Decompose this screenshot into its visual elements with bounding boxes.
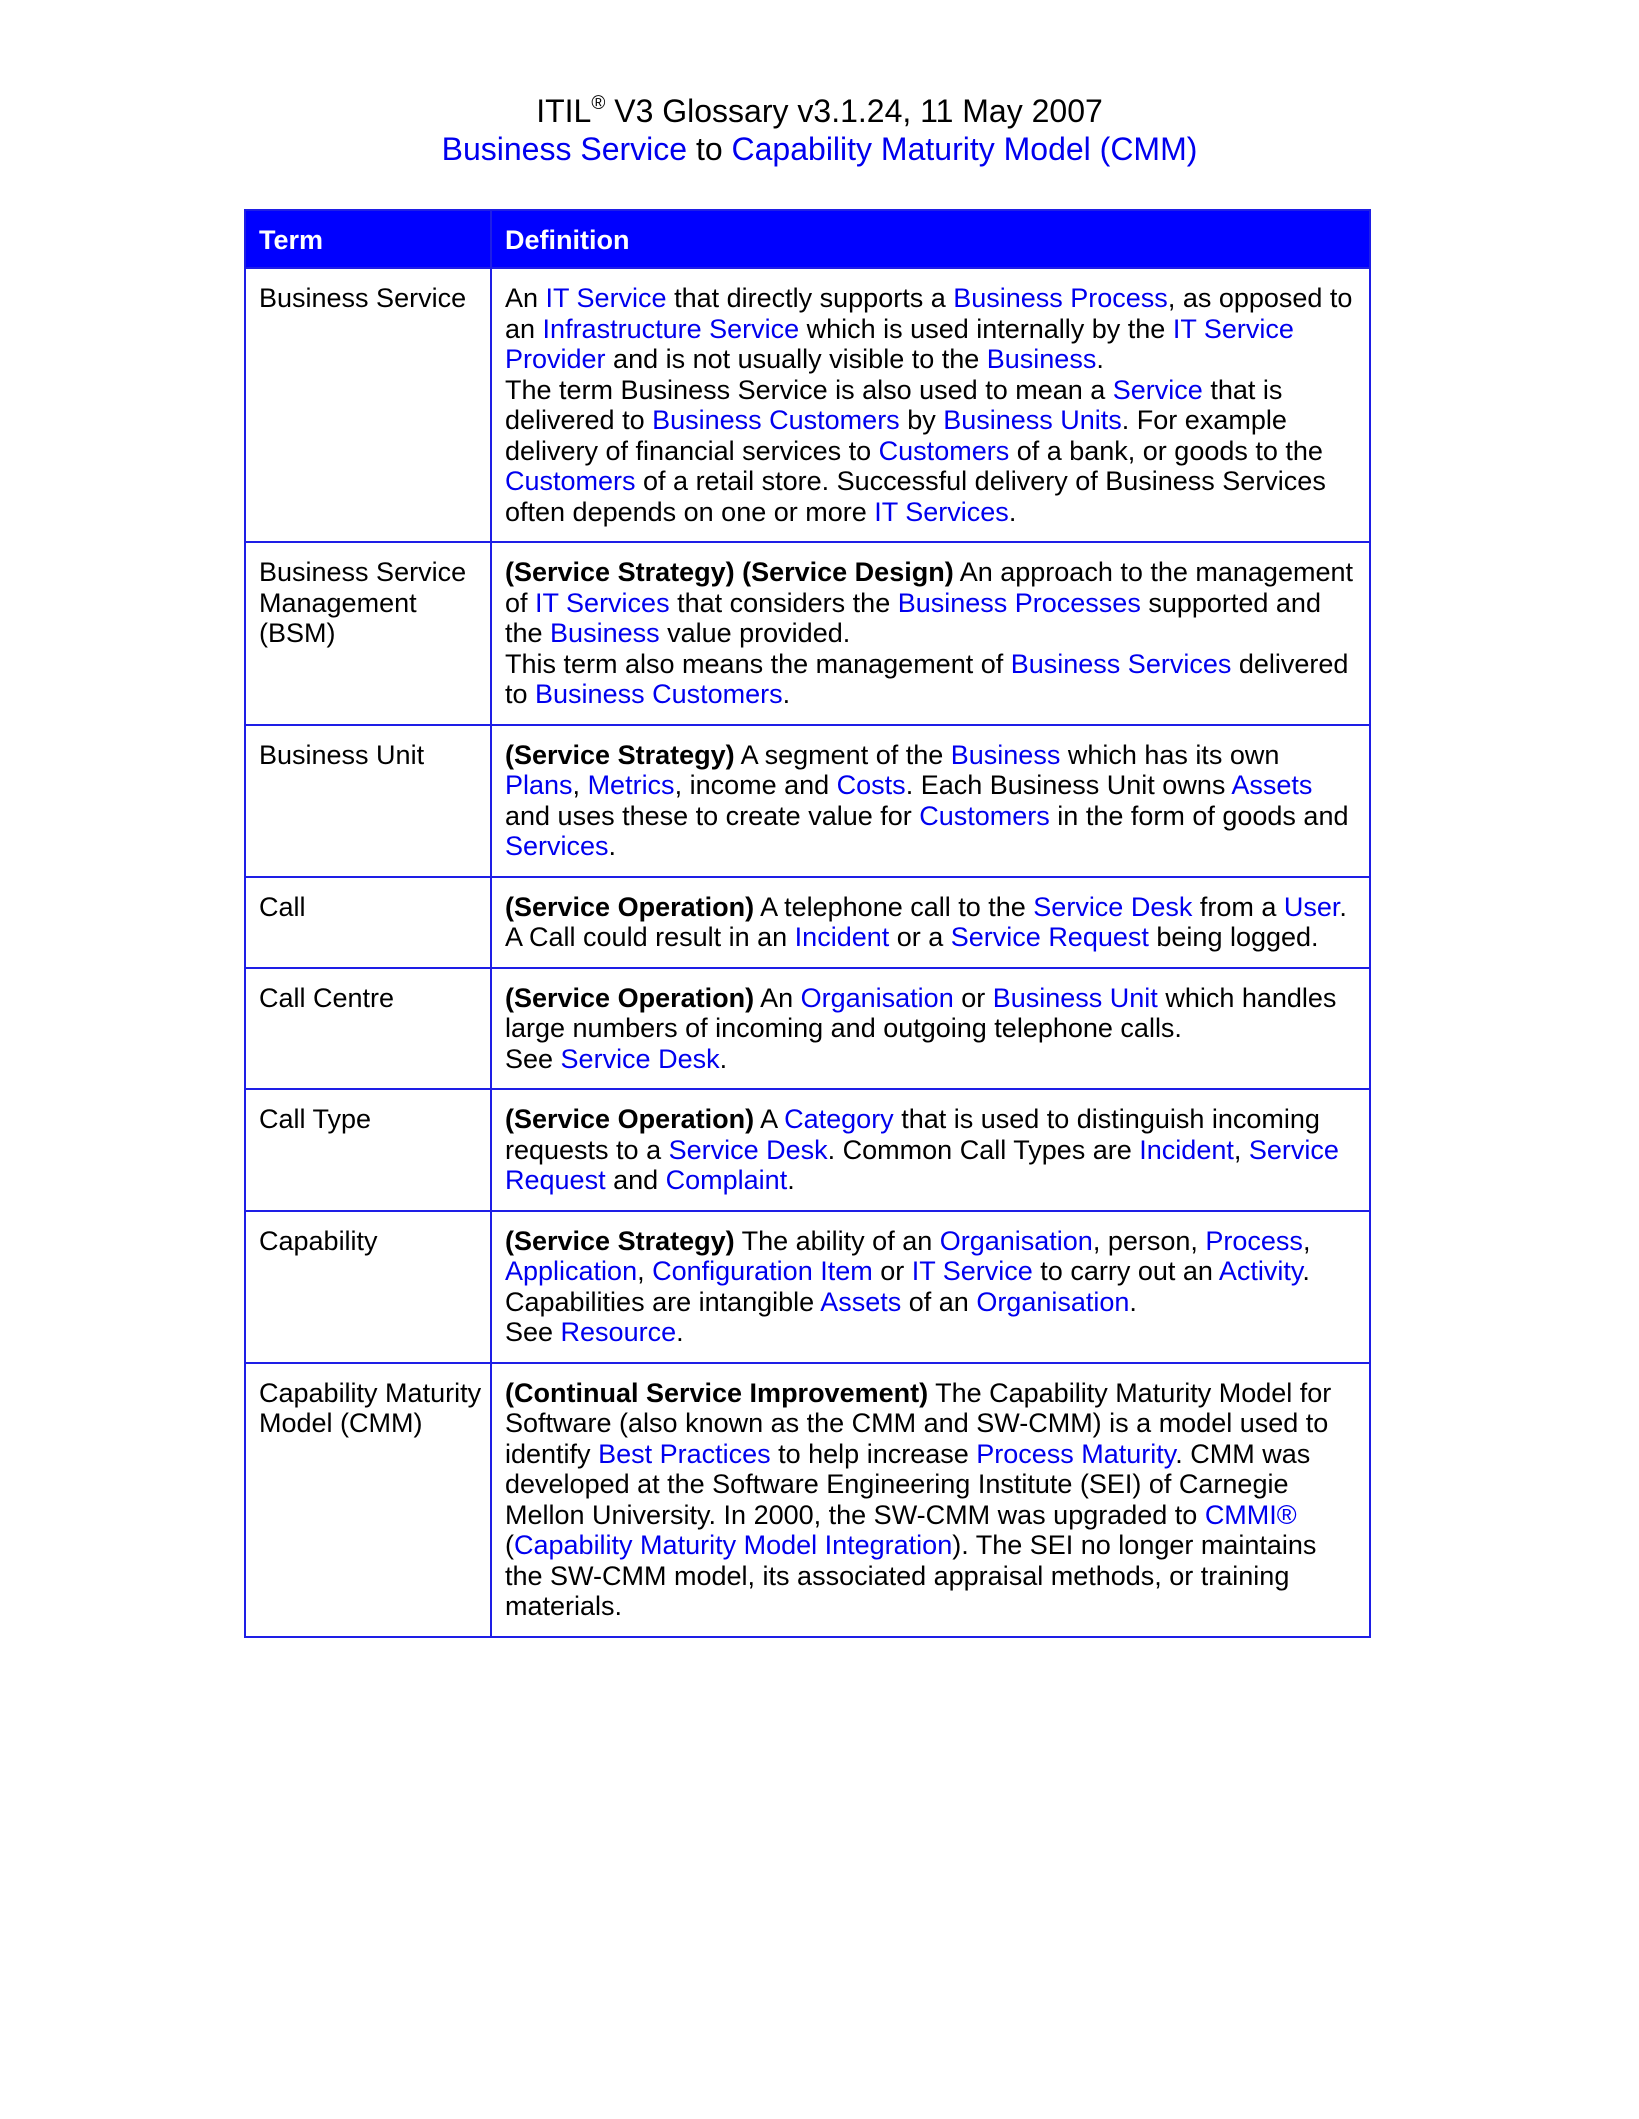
definition-text: . (1302, 1256, 1310, 1286)
glossary-link[interactable]: Configuration Item (652, 1256, 873, 1286)
definition-text: , income and (674, 770, 837, 800)
glossary-link[interactable]: CMMI® (1204, 1499, 1297, 1530)
definition-text: . Common Call Types are (827, 1134, 1140, 1165)
publication-tag: (Continual Service Improvement) (505, 1377, 929, 1408)
table-row (245, 542, 1370, 725)
definition-cell (491, 1363, 1370, 1637)
definition-text: . Each Business Unit owns (905, 770, 1232, 800)
definition-paragraph (505, 1378, 1357, 1622)
definition-text: See (505, 1043, 561, 1074)
table-row (245, 268, 1370, 542)
glossary-link[interactable]: IT Services (874, 496, 1009, 527)
term-cell: Call Type (245, 1089, 491, 1211)
definition-text: delivered to (505, 648, 1349, 709)
publication-tag: (Service Strategy) (Service Design) (505, 557, 954, 587)
definition-text: . (676, 1317, 684, 1347)
definition-paragraph (505, 922, 1357, 953)
definition-paragraph (505, 740, 1357, 862)
definition-paragraph (505, 1104, 1357, 1196)
glossary-link[interactable]: Customers (919, 800, 1050, 831)
glossary-link[interactable]: Business (550, 618, 660, 648)
definition-text: which handles large numbers of incoming and outgoing telephone calls. (505, 982, 1337, 1043)
glossary-link[interactable]: Metrics (587, 770, 675, 800)
glossary-link[interactable]: IT Service (911, 1256, 1033, 1286)
definition-text: , (572, 770, 588, 800)
glossary-table (244, 209, 1371, 1638)
definition-text: The Capability Maturity Model for Software (also known as the CMM and SW-CMM) is a model used to identify (505, 1377, 1332, 1469)
glossary-link[interactable]: Customers (505, 466, 636, 496)
definition-text: . (1008, 496, 1017, 527)
publication-tag: (Service Strategy) (505, 739, 735, 770)
definition-text: to carry out an (1032, 1256, 1219, 1286)
definition-cell (491, 725, 1370, 877)
definition-text: An (505, 283, 546, 313)
definition-text: by (899, 405, 944, 435)
glossary-link[interactable]: Process Maturity (976, 1438, 1176, 1469)
definition-text: , (637, 1256, 653, 1286)
definition-paragraph (505, 283, 1357, 375)
definition-text: . (782, 679, 791, 709)
definition-cell (491, 1211, 1370, 1363)
range-end-link[interactable]: Capability Maturity Model (CMM) (731, 131, 1198, 167)
definition-text: An (754, 982, 801, 1013)
glossary-link[interactable]: Business Unit (992, 982, 1158, 1013)
glossary-link[interactable]: IT Service (545, 283, 667, 313)
definition-paragraph (505, 1226, 1357, 1287)
definition-text: of a bank, or goods to the (1009, 435, 1323, 466)
range-joiner: to (687, 131, 732, 167)
glossary-link[interactable]: IT Service Provider (505, 313, 1294, 374)
definition-text: supported and the (505, 587, 1321, 648)
glossary-link[interactable]: Customers (878, 435, 1010, 466)
definition-text: which has its own (1060, 739, 1280, 770)
page-range (0, 130, 1639, 168)
definition-paragraph (505, 1317, 1357, 1348)
glossary-body (245, 268, 1370, 1637)
glossary-link[interactable]: Organisation (939, 1225, 1093, 1256)
definition-cell (491, 1089, 1370, 1211)
title-suffix: V3 Glossary v3.1.24, 11 May 2007 (605, 93, 1103, 129)
glossary-link[interactable]: Service (1112, 374, 1203, 405)
definition-paragraph (505, 983, 1357, 1044)
glossary-link[interactable]: Resource (560, 1317, 677, 1347)
glossary-link[interactable]: Business Customers (652, 405, 900, 435)
term-cell: Business Service Management (BSM) (245, 542, 491, 725)
definition-cell (491, 542, 1370, 725)
glossary-link[interactable]: Service Desk (1033, 891, 1193, 922)
definition-text: . (719, 1043, 728, 1074)
glossary-link[interactable]: Service Request (505, 1134, 1339, 1195)
definition-text: , (1233, 1134, 1249, 1165)
definition-text: value provided. (659, 618, 851, 648)
definition-text: . For example delivery of financial services to (505, 405, 1287, 466)
glossary-link[interactable]: Business Processes (897, 587, 1141, 618)
definition-text: in the form of goods and (1049, 800, 1349, 831)
publication-tag: (Service Strategy) (505, 1225, 735, 1256)
glossary-link[interactable]: Service Request (950, 922, 1149, 952)
glossary-link[interactable]: Capability Maturity Model Integration (514, 1530, 953, 1560)
definition-text: . CMM was developed at the Software Engineering Institute (SEI) of Carnegie Mellon University. In 2000, the SW-CMM was upgraded to (505, 1438, 1311, 1530)
definition-text: . (608, 831, 617, 861)
range-start-link[interactable]: Business Service (441, 131, 688, 167)
definition-cell (491, 968, 1370, 1090)
glossary-link[interactable]: Assets (820, 1286, 902, 1317)
definition-text: and is not usually visible to the (605, 344, 987, 374)
definition-text: ). The SEI no longer maintains the SW-CMM model, its associated appraisal methods, or training materials. (505, 1530, 1317, 1621)
glossary-link[interactable]: Incident (1139, 1134, 1234, 1165)
definition-text: This term also means the management of (505, 648, 1011, 679)
definition-text: A (754, 1104, 785, 1134)
glossary-link[interactable]: Business Customers (535, 679, 783, 709)
definition-text: , (1302, 1225, 1311, 1256)
glossary-link[interactable]: Services (505, 831, 609, 861)
table-row (245, 968, 1370, 1090)
definition-text: The term Business Service is also used to mean a (505, 374, 1113, 405)
term-cell: Capability Maturity Model (CMM) (245, 1363, 491, 1637)
table-row (245, 725, 1370, 877)
definition-text: or a (889, 922, 951, 952)
definition-text: An approach to the management of (505, 557, 1353, 618)
glossary-link[interactable]: Organisation (800, 982, 954, 1013)
definition-paragraph (505, 892, 1357, 923)
glossary-link[interactable]: Business (950, 739, 1061, 770)
glossary-link[interactable]: Business (986, 344, 1097, 374)
definition-text: and uses these to create value for (505, 800, 920, 831)
definition-cell (491, 268, 1370, 542)
definition-paragraph (505, 557, 1357, 649)
definition-text: which is used internally by the (799, 313, 1173, 344)
definition-text: from a (1192, 891, 1284, 922)
glossary-link[interactable]: Category (784, 1104, 894, 1134)
glossary-link[interactable]: Business Services (1010, 648, 1232, 679)
term-cell: Call (245, 877, 491, 968)
definition-text: . (787, 1165, 795, 1195)
definition-text: . (1339, 891, 1347, 922)
definition-text: A Call could result in an (505, 922, 795, 952)
definition-text: of a retail store. Successful delivery of Business Services often depends on one or more (505, 466, 1326, 527)
glossary-link[interactable]: Application (505, 1256, 638, 1286)
definition-text: , as opposed to an (505, 283, 1353, 344)
definition-text: being logged. (1148, 922, 1319, 952)
table-row (245, 1211, 1370, 1363)
glossary-link[interactable]: Business Process (953, 283, 1168, 313)
registered-mark: ® (591, 93, 606, 114)
definition-text: ( (505, 1530, 514, 1560)
glossary-link[interactable]: Service Desk (668, 1134, 828, 1165)
definition-text: that is used to distinguish incoming requests to a (505, 1104, 1320, 1165)
definition-paragraph (505, 1287, 1357, 1318)
definition-text: that considers the (669, 587, 898, 618)
definition-text: that is delivered to (505, 374, 1283, 435)
glossary-link[interactable]: Activity (1218, 1256, 1303, 1286)
definition-text: See (505, 1317, 561, 1347)
definition-text: of an (901, 1286, 977, 1317)
glossary-link[interactable]: Organisation (976, 1286, 1130, 1317)
glossary-link[interactable]: Assets (1231, 770, 1313, 800)
definition-text: that directly supports a (666, 283, 954, 313)
definition-text: to help increase (770, 1438, 977, 1469)
definition-text: Capabilities are intangible (505, 1286, 821, 1317)
glossary-link[interactable]: Plans (505, 770, 573, 800)
glossary-link[interactable]: IT Services (535, 587, 670, 618)
term-cell: Capability (245, 1211, 491, 1363)
publication-tag: (Service Operation) (505, 1104, 755, 1134)
glossary-link[interactable]: Service Desk (560, 1043, 720, 1074)
definition-text: or (953, 982, 993, 1013)
page-header (0, 92, 1639, 168)
title-prefix: ITIL (536, 93, 592, 129)
term-cell: Business Service (245, 268, 491, 542)
definition-paragraph (505, 375, 1357, 528)
term-cell: Business Unit (245, 725, 491, 877)
definition-text: , person, (1092, 1225, 1206, 1256)
definition-text: . (1096, 344, 1104, 374)
glossary-link[interactable]: Best Practices (598, 1438, 771, 1469)
table-row (245, 1089, 1370, 1211)
definition-paragraph (505, 649, 1357, 710)
glossary-link[interactable]: Business Units (943, 405, 1122, 435)
definition-cell (491, 877, 1370, 968)
publication-tag: (Service Operation) (505, 982, 755, 1013)
glossary-link[interactable]: Costs (836, 770, 906, 800)
definition-text: or (872, 1256, 912, 1286)
definition-text: The ability of an (734, 1225, 940, 1256)
column-header-definition: Definition (491, 210, 1370, 268)
glossary-link[interactable]: Infrastructure Service (542, 313, 800, 344)
definition-text: A segment of the (734, 739, 951, 770)
definition-text: A telephone call to the (754, 891, 1034, 922)
glossary-link[interactable]: Process (1205, 1225, 1303, 1256)
table-row (245, 877, 1370, 968)
glossary-link[interactable]: User (1283, 891, 1340, 922)
term-cell: Call Centre (245, 968, 491, 1090)
glossary-link[interactable]: Complaint (665, 1165, 788, 1195)
table-row (245, 1363, 1370, 1637)
glossary-link[interactable]: Incident (794, 922, 890, 952)
definition-text: . (1129, 1286, 1137, 1317)
table-header-row (245, 210, 1370, 268)
definition-text: and (605, 1165, 666, 1195)
definition-paragraph (505, 1044, 1357, 1075)
column-header-term: Term (245, 210, 491, 268)
publication-tag: (Service Operation) (505, 891, 755, 922)
page-title (0, 92, 1639, 130)
